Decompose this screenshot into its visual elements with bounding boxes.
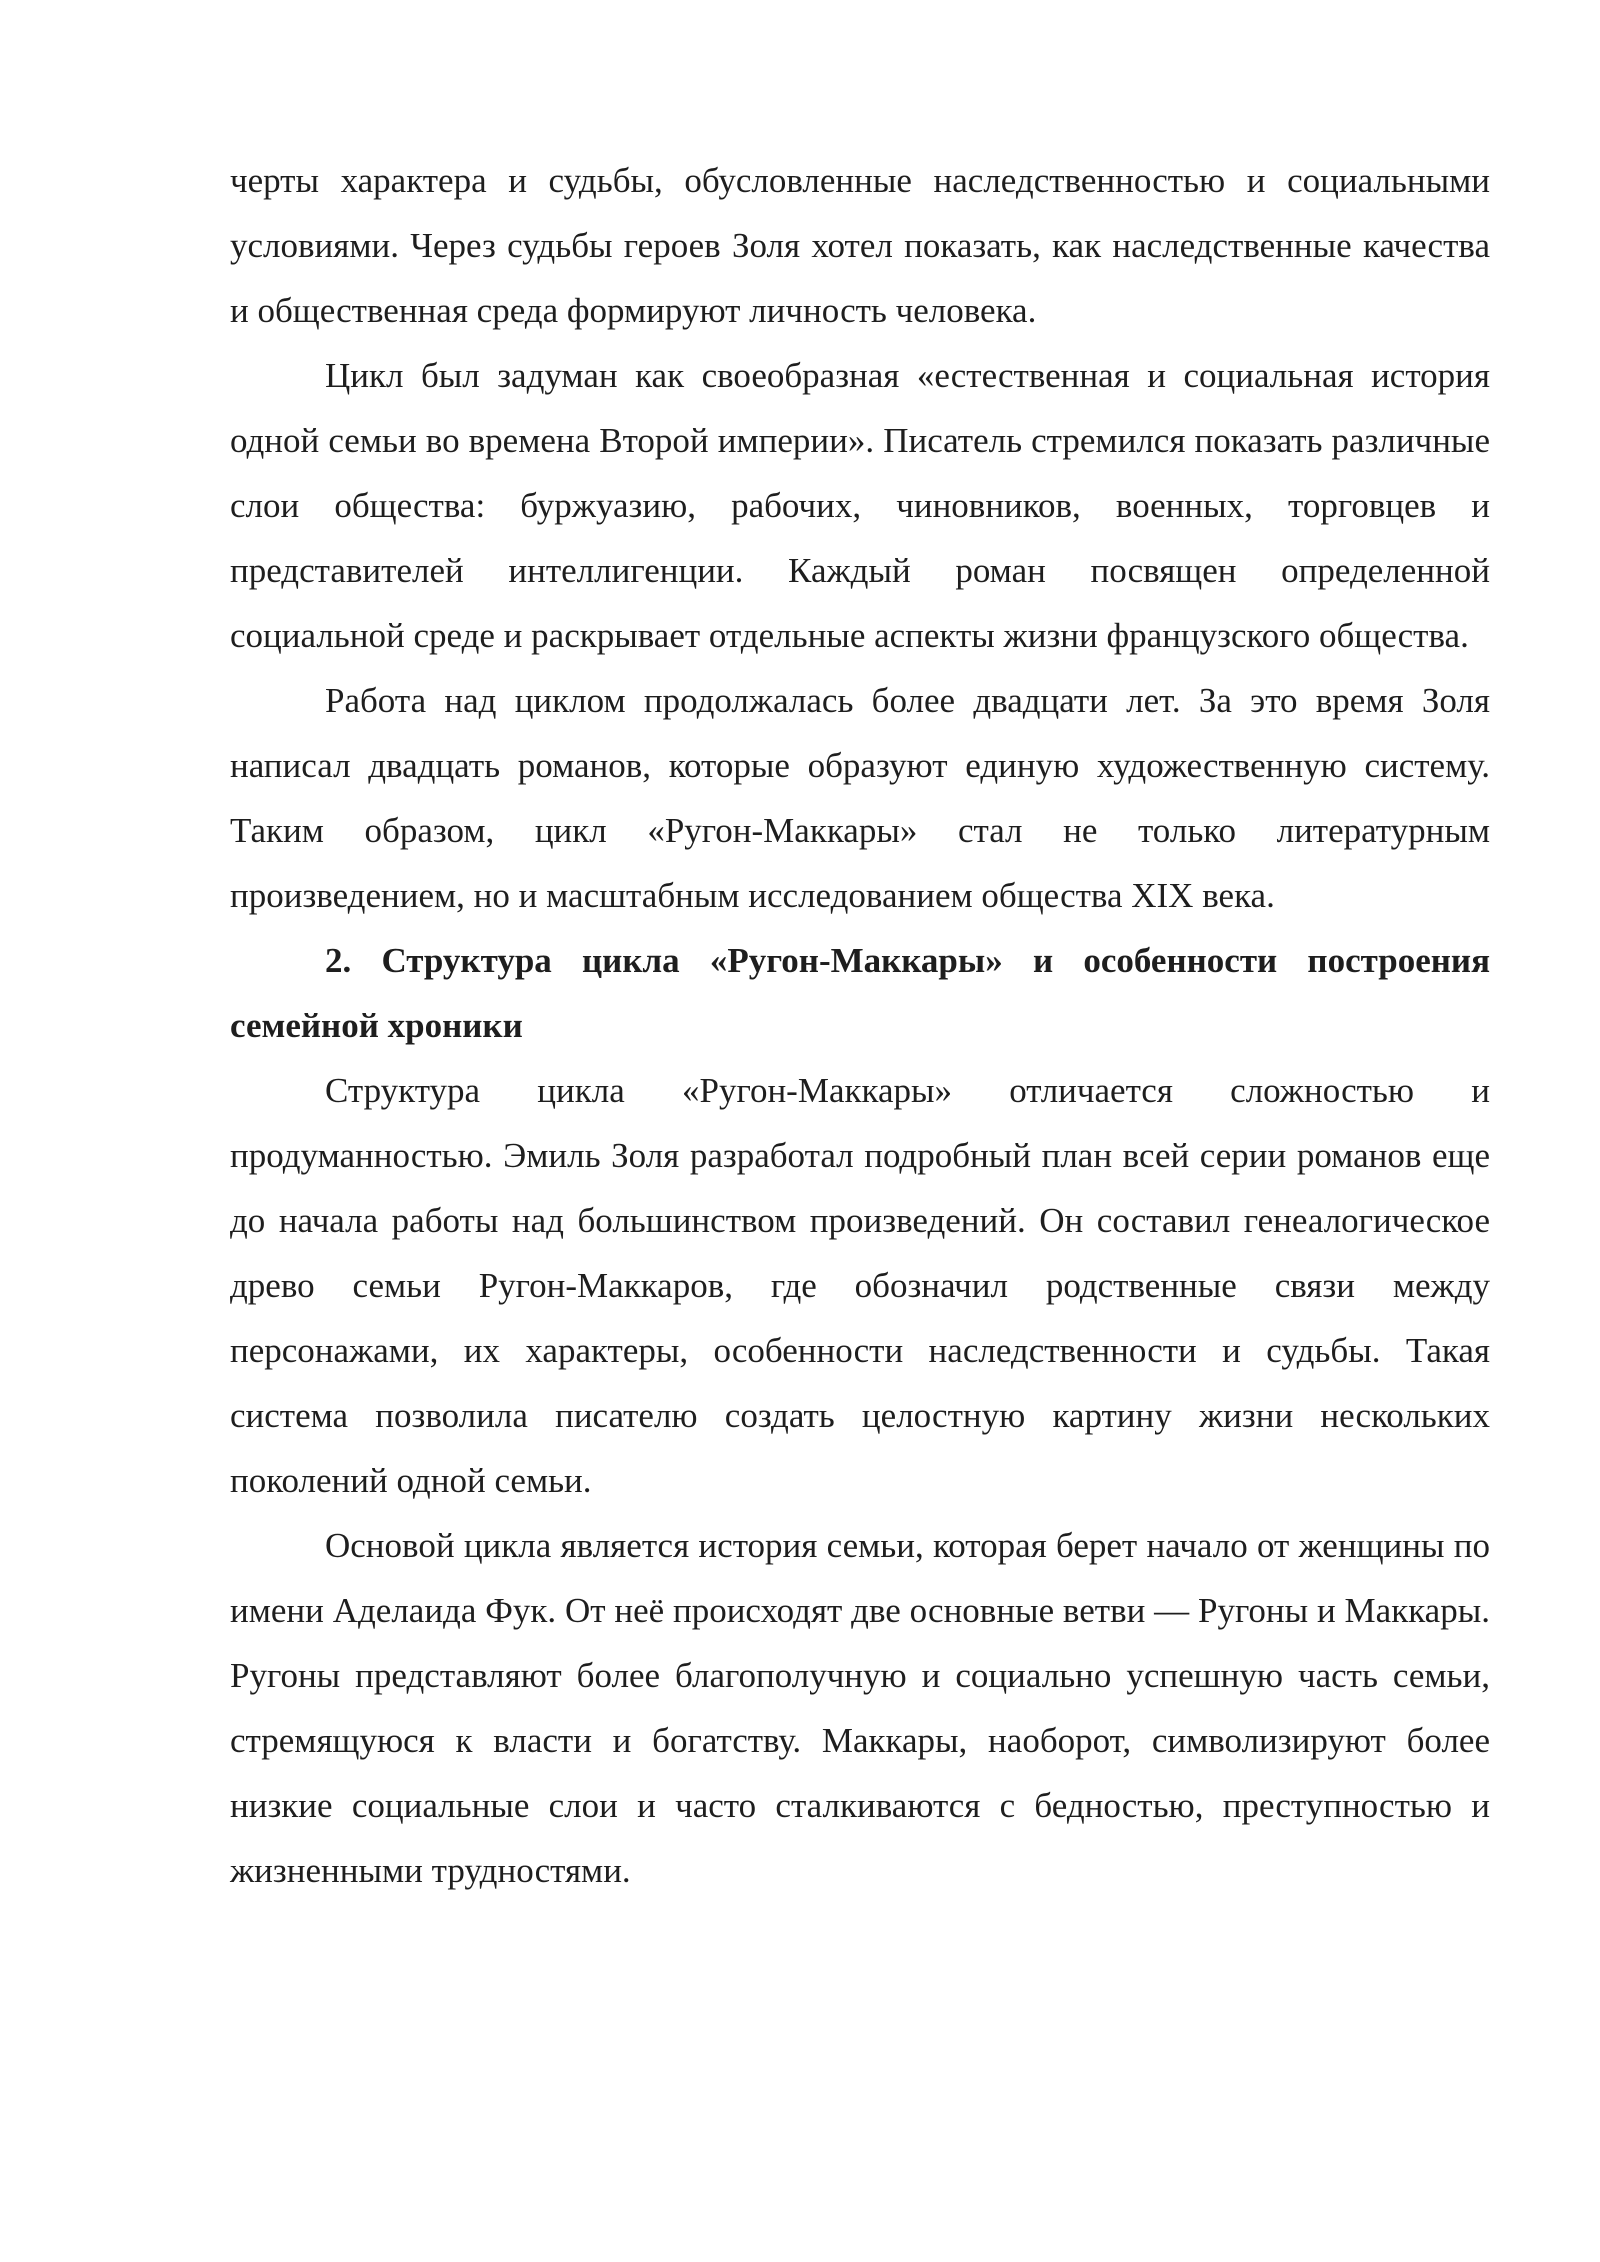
section-heading: 2. Структура цикла «Ругон-Маккары» и особенности построения семейной хроники xyxy=(230,941,1490,1045)
paragraph-cycle-concept: Цикл был задуман как своеобразная «естественная и социальная история одной семьи во времена Второй империи». Писатель стремился показать различные слои общества: буржуазию, рабочих, чиновников, военных, торговцев и представителей интеллигенции. Каждый роман посвящен определенной социальной среде и раскрывает отдельные аспекты жизни французского общества. xyxy=(230,356,1490,655)
paragraph-structure: Структура цикла «Ругон-Маккары» отличается сложностью и продуманностью. Эмиль Золя разработал подробный план всей серии романов еще до начала работы над большинством произведений. Он составил генеалогическое древо семьи Ругон-Маккаров, где обозначил родственные связи между персонажами, их характеры, особенности наследственности и судьбы. Такая система позволила писателю создать целостную картину жизни нескольких поколений одной семьи. xyxy=(230,1071,1490,1500)
paragraph-continuation: черты характера и судьбы, обусловленные наследственностью и социальными условиями. Через судьбы героев Золя хотел показать, как наследственные качества и общественная среда формируют личность человека. xyxy=(230,161,1490,330)
paragraph-cycle-work: Работа над циклом продолжалась более двадцати лет. За это время Золя написал двадцать романов, которые образуют единую художественную систему. Таким образом, цикл «Ругон-Маккары» стал не только литературным произведением, но и масштабным исследованием общества XIX века. xyxy=(230,681,1490,915)
document-body xyxy=(230,148,1490,1903)
paragraph-family-branches: Основой цикла является история семьи, которая берет начало от женщины по имени Аделаида Фук. От неё происходят две основные ветви — Ругоны и Маккары. Ругоны представляют более благополучную и социально успешную часть семьи, стремящуюся к власти и богатству. Маккары, наоборот, символизируют более низкие социальные слои и часто сталкиваются с бедностью, преступностью и жизненными трудностями. xyxy=(230,1526,1490,1890)
